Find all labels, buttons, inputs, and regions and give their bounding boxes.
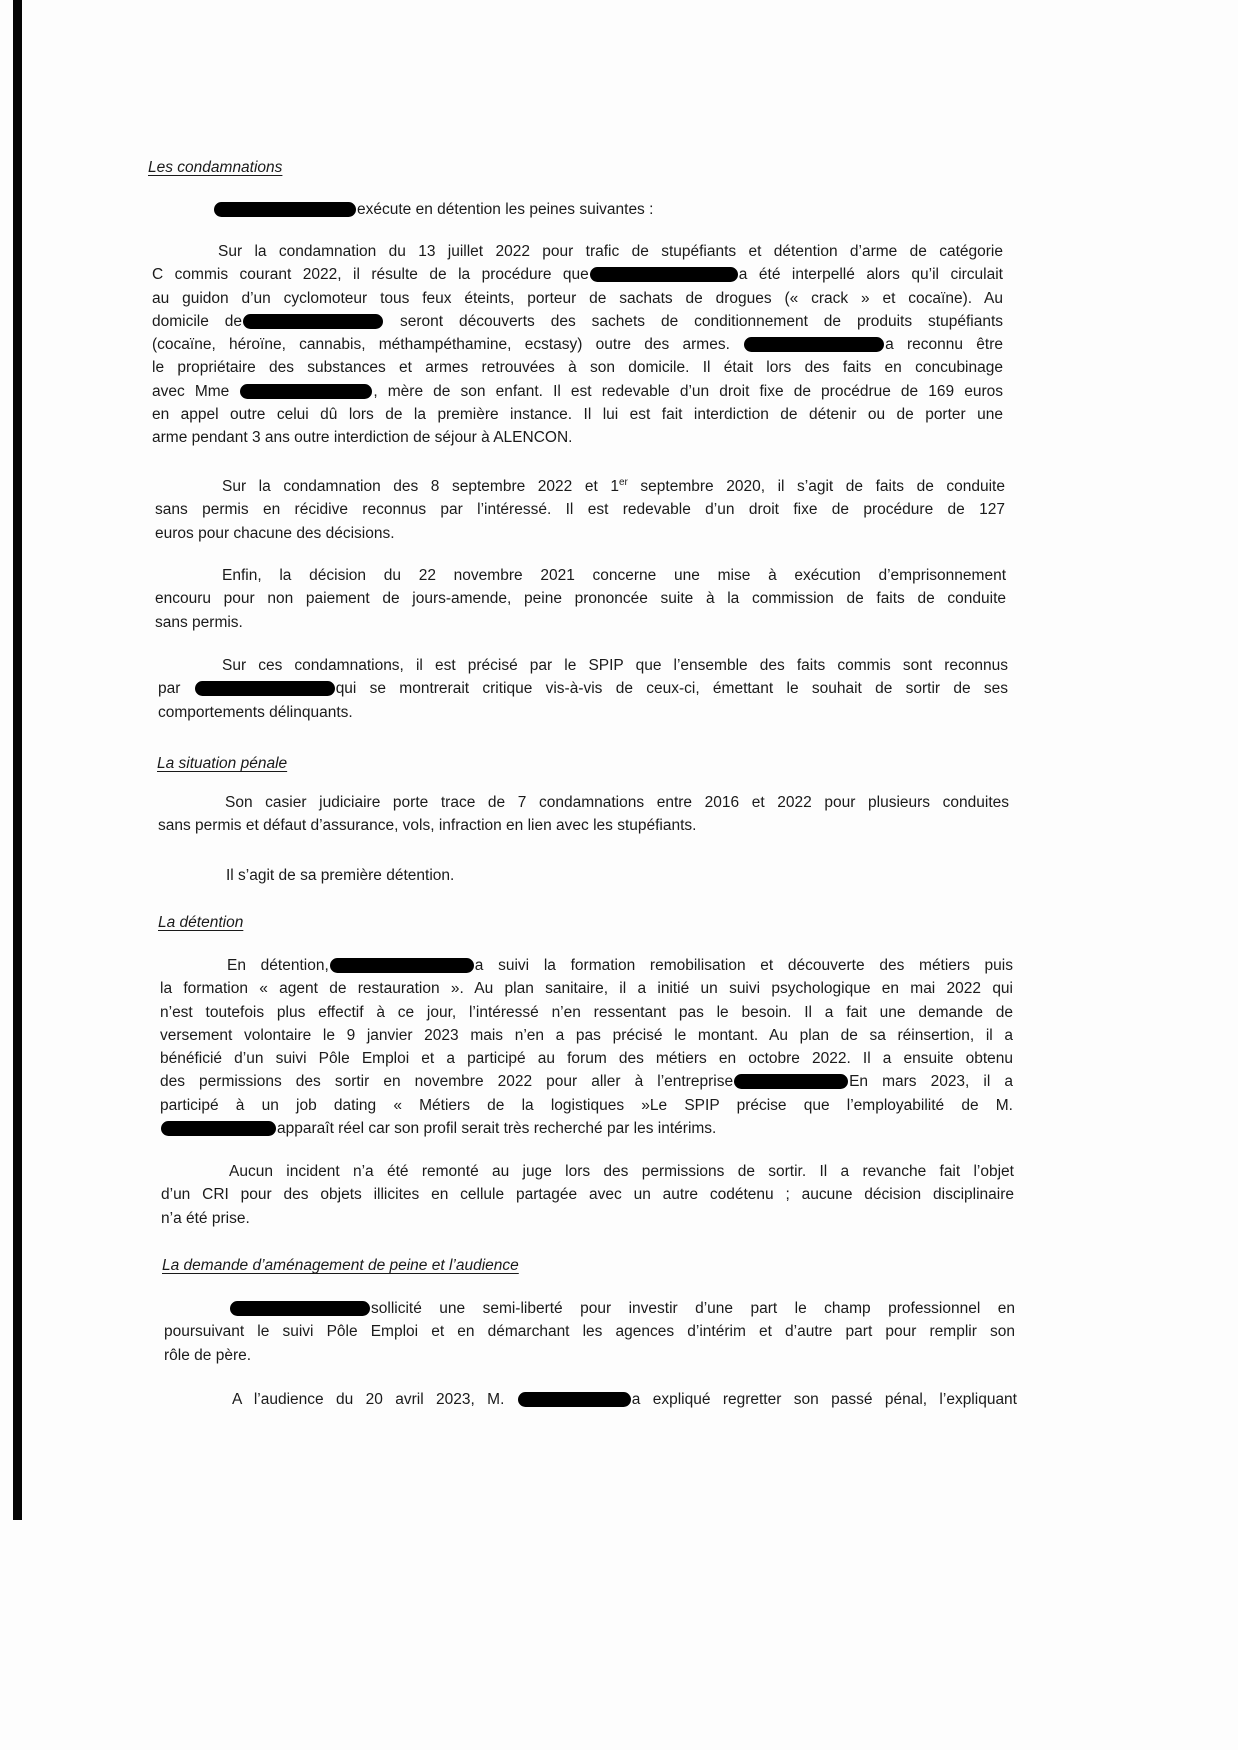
text-line [160, 1070, 1013, 1093]
text-segment: par [158, 680, 194, 698]
text-line [158, 791, 1009, 814]
text-line [160, 1047, 1013, 1070]
redaction-bar [230, 1301, 370, 1316]
redaction-bar [518, 1392, 631, 1407]
text-line [152, 403, 1003, 426]
text-line [164, 1320, 1015, 1343]
text-segment: seront découverts des sachets de conditionnement de produits stupéfiants [384, 312, 1003, 330]
text-segment: la formation « agent de restauration ». Au plan sanitaire, il a initié un suivi psychologique en mai 2022 qui [160, 980, 1013, 998]
text-segment: Sur la condamnation du 13 juillet 2022 pour trafic de stupéfiants et détention d’arme de catégorie [218, 243, 1003, 260]
text-line [152, 333, 1003, 356]
text-line [152, 356, 1003, 379]
text-segment: C commis courant 2022, il résulte de la procédure que [152, 266, 589, 284]
text-line [152, 426, 1003, 449]
text-segment: qui se montrerait critique vis-à-vis de ceux-ci, émettant le souhait de sortir de ses [335, 680, 1008, 698]
text-segment: apparaît réel car son profil serait très recherché par les intérims. [277, 1120, 717, 1138]
redaction-bar [161, 1121, 276, 1136]
text-segment: domicile de [152, 312, 243, 330]
text-segment: des permissions des sortir en novembre 2022 pour aller à l’entreprise [160, 1073, 734, 1091]
paragraph-semi-liberte [164, 1297, 1015, 1367]
text-segment: a expliqué regretter son passé pénal, l’expliquant [631, 1391, 1017, 1408]
text-segment: En détention, [227, 957, 329, 974]
text-segment: comportements délinquants. [158, 703, 353, 721]
scan-edge-bar [13, 0, 22, 1520]
text-line [161, 1160, 1014, 1183]
text-segment: En mars 2023, il a [849, 1073, 1013, 1091]
text-segment: avec Mme [152, 382, 240, 400]
superscript-text: er [618, 477, 628, 488]
paragraph-en-detention [160, 954, 1013, 1140]
text-segment: Sur la condamnation des 8 septembre 2022 et 1 [222, 478, 619, 495]
text-segment: Il s’agit de sa première détention. [226, 867, 455, 884]
text-line [160, 1024, 1013, 1047]
text-segment: Aucun incident n’a été remonté au juge lors des permissions de sortir. Il a revanche fait l’objet [229, 1163, 1014, 1180]
text-segment: arme pendant 3 ans outre interdiction de séjour à ALENCON. [152, 429, 573, 447]
text-line [155, 564, 1006, 587]
text-segment: a été interpellé alors qu’il circulait [738, 266, 1003, 284]
text-line [152, 287, 1003, 310]
text-line [158, 677, 1008, 700]
text-segment: versement volontaire le 9 janvier 2023 mais n’en a pas précisé le montant. Au plan de sa réinsertion, il a [160, 1026, 1013, 1044]
text-segment: , mère de son enfant. Il est redevable d’un droit fixe de procédrue de 169 euros [373, 382, 1003, 400]
text-line [155, 475, 1005, 498]
text-segment: Sur ces condamnations, il est précisé par le SPIP que l’ensemble des faits commis sont reconnus [222, 657, 1008, 674]
text-line [152, 380, 1003, 403]
text-line [164, 1388, 1017, 1411]
text-segment: au guidon d’un cyclomoteur tous feux éteints, porteur de sachats de drogues (« crack » et cocaïne). Au [152, 289, 1003, 307]
paragraph-intro [213, 198, 913, 221]
text-line [152, 310, 1003, 333]
text-line [155, 611, 1006, 634]
text-line [160, 954, 1013, 977]
text-segment: Son casier judiciaire porte trace de 7 condamnations entre 2016 et 2022 pour plusieurs conduites [225, 794, 1009, 811]
text-segment: d’un CRI pour des objets illicites en cellule partagée avec un autre codétenu ; aucune décision disciplinaire [161, 1186, 1014, 1204]
text-segment: poursuivant le suivi Pôle Emploi et en démarchant les agences d’intérim et d’autre part pour remplir son [164, 1323, 1015, 1341]
text-segment: sans permis. [155, 613, 243, 631]
text-line [161, 1207, 1014, 1230]
text-line [155, 587, 1006, 610]
text-line [164, 1344, 1015, 1367]
text-line [158, 814, 1009, 837]
paragraph-decision-novembre-2021 [155, 564, 1006, 634]
text-segment: sans permis et défaut d’assurance, vols, infraction en lien avec les stupéfiants. [158, 817, 697, 835]
text-segment: Enfin, la décision du 22 novembre 2021 concerne une mise à exécution d’emprisonnement [222, 567, 1006, 584]
text-line [160, 1094, 1013, 1117]
redaction-bar [330, 958, 474, 973]
redaction-bar [590, 267, 738, 282]
paragraph-condamnation-septembre [155, 475, 1005, 545]
paragraph-premiere-detention [226, 864, 826, 887]
text-line [152, 240, 1003, 263]
text-line [152, 263, 1003, 286]
text-segment: participé à un job dating « Métiers de la logistiques »Le SPIP précise que l’employabilité de M. [160, 1096, 1013, 1114]
text-line [161, 1183, 1014, 1206]
text-line [160, 977, 1013, 1000]
text-segment: euros pour chacune des décisions. [155, 524, 395, 542]
text-line [160, 1117, 1013, 1140]
text-line [155, 498, 1005, 521]
text-segment: (cocaïne, héroïne, cannabis, méthampéthamine, ecstasy) outre des armes. [152, 336, 744, 354]
text-segment: a suivi la formation remobilisation et découverte des métiers puis [474, 957, 1013, 974]
section-heading-detention: La détention [158, 914, 244, 931]
paragraph-incident [161, 1160, 1014, 1230]
paragraph-casier [158, 791, 1009, 838]
text-segment: septembre 2020, il s’agit de faits de conduite [627, 478, 1005, 495]
paragraph-audience [164, 1388, 1017, 1411]
text-segment: a reconnu être [885, 336, 1003, 354]
redaction-bar [240, 384, 372, 399]
redaction-bar [243, 314, 383, 329]
text-segment: en appel outre celui dû lors de la première instance. Il lui est fait interdiction de détenir ou de porter une [152, 406, 1003, 424]
text-line [160, 1001, 1013, 1024]
section-heading-condamnations: Les condamnations [148, 159, 283, 176]
text-line [213, 198, 913, 221]
text-segment: sollicité une semi-liberté pour investir d’une part le champ professionnel en [371, 1300, 1015, 1317]
redaction-bar [734, 1074, 848, 1089]
redaction-bar [744, 337, 884, 352]
section-heading-demande-amenagement: La demande d’aménagement de peine et l’audience [162, 1257, 519, 1274]
text-line [155, 522, 1005, 545]
text-segment: bénéficié d’un suivi Pôle Emploi et a participé au forum des métiers en octobre 2022. Il a ensuite obtenu [160, 1050, 1013, 1068]
text-segment: encouru pour non paiement de jours-amende, peine prononcée suite à la commission de faits de conduite [155, 590, 1006, 608]
text-line [226, 864, 826, 887]
text-segment: exécute en détention les peines suivantes : [357, 201, 654, 218]
text-segment: le propriétaire des substances et armes retrouvées à son domicile. Il était lors des faits en concubinage [152, 359, 1003, 377]
text-segment: sans permis en récidive reconnus par l’intéressé. Il est redevable d’un droit fixe de procédure de 127 [155, 501, 1005, 519]
text-line [164, 1297, 1015, 1320]
redaction-bar [195, 681, 335, 696]
text-segment: A l’audience du 20 avril 2023, M. [232, 1391, 517, 1408]
text-segment: n’a été prise. [161, 1209, 250, 1227]
text-line [158, 654, 1008, 677]
redaction-bar [214, 202, 356, 217]
paragraph-spip [158, 654, 1008, 724]
paragraph-condamnation-juillet-2022 [152, 240, 1003, 450]
section-heading-situation-penale: La situation pénale [157, 755, 288, 772]
text-segment: rôle de père. [164, 1346, 252, 1364]
text-line [158, 701, 1008, 724]
text-segment: n’est toutefois plus effectif à ce jour, l’intéressé n’en ressentant pas le besoin. Il a fait une demande de [160, 1003, 1013, 1021]
